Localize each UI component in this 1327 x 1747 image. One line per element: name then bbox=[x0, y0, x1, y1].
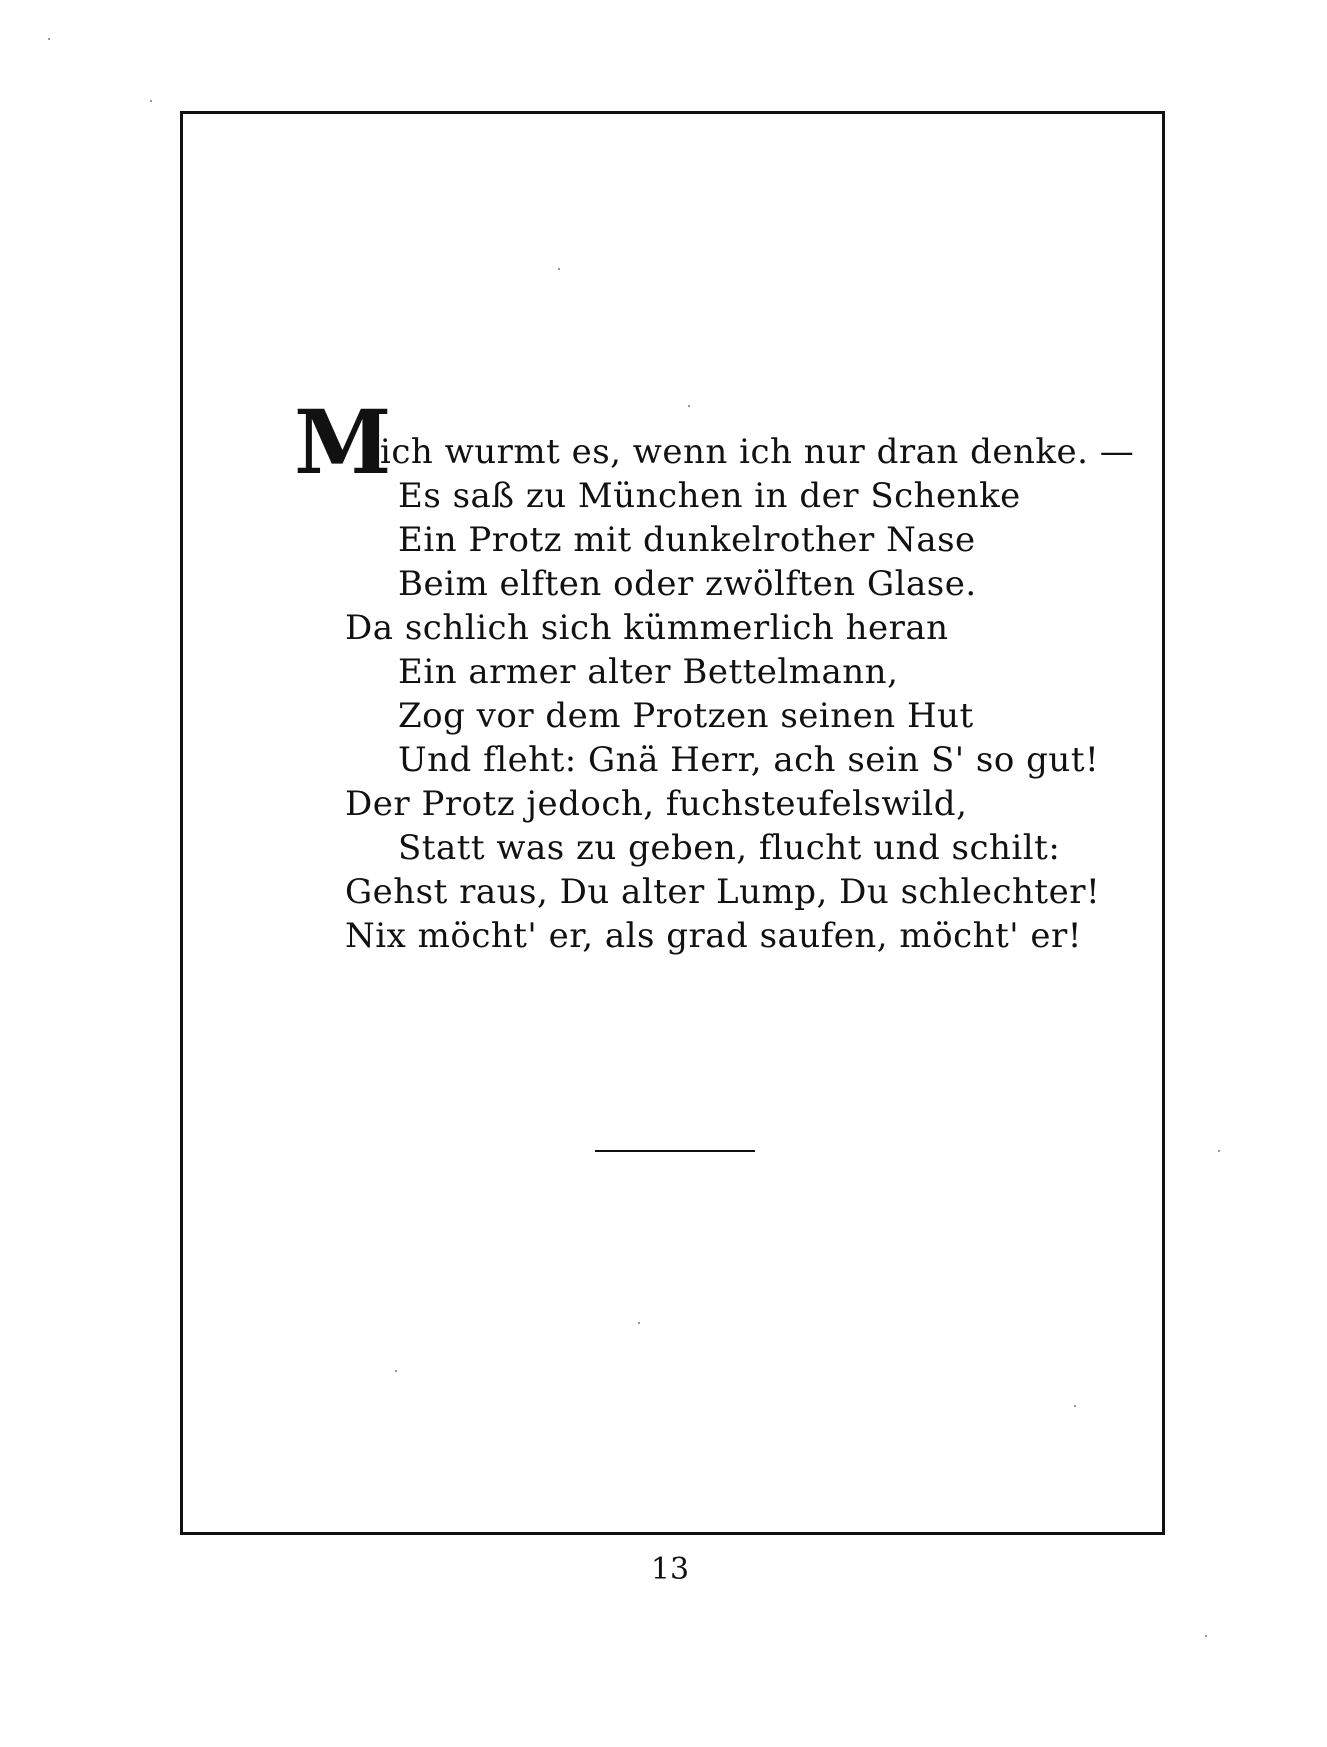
poem-line-2: Es saß zu München in der Schenke bbox=[398, 476, 1021, 516]
poem-line-7: Zog vor dem Protzen seinen Hut bbox=[398, 696, 974, 736]
page-number: 13 bbox=[650, 1552, 690, 1587]
paper-speck bbox=[688, 405, 690, 407]
poem-line-4: Beim elften oder zwölften Glase. bbox=[398, 564, 977, 604]
poem-stanza bbox=[294, 390, 1140, 958]
poem-line-5: Da schlich sich kümmerlich heran bbox=[345, 608, 949, 648]
paper-speck bbox=[48, 38, 50, 40]
poem-line-12: Nix möcht' er, als grad saufen, möcht' er! bbox=[345, 916, 1082, 956]
paper-speck bbox=[1205, 1635, 1207, 1637]
paper-speck bbox=[1218, 1150, 1220, 1152]
paper-speck bbox=[558, 268, 560, 270]
poem-line-10: Statt was zu geben, flucht und schilt: bbox=[398, 828, 1061, 868]
poem-line-1 bbox=[294, 390, 1140, 494]
poem-line-3: Ein Protz mit dunkelrother Nase bbox=[398, 520, 976, 560]
drop-cap-initial: M bbox=[294, 390, 392, 494]
poem-line-text: ich wurmt es, wenn ich nur dran denke. — bbox=[380, 432, 1135, 472]
poem-line-11: Gehst raus, Du alter Lump, Du schlechter! bbox=[345, 872, 1101, 912]
paper-speck bbox=[150, 100, 152, 102]
paper-speck bbox=[638, 1322, 640, 1324]
closing-rule bbox=[595, 1150, 755, 1152]
paper-speck bbox=[395, 1370, 397, 1372]
paper-speck bbox=[1074, 1405, 1076, 1407]
poem-line-6: Ein armer alter Bettelmann, bbox=[398, 652, 899, 692]
poem-line-8: Und fleht: Gnä Herr, ach sein S' so gut! bbox=[398, 740, 1100, 780]
poem-line-9: Der Protz jedoch, fuchsteufelswild, bbox=[345, 784, 968, 824]
